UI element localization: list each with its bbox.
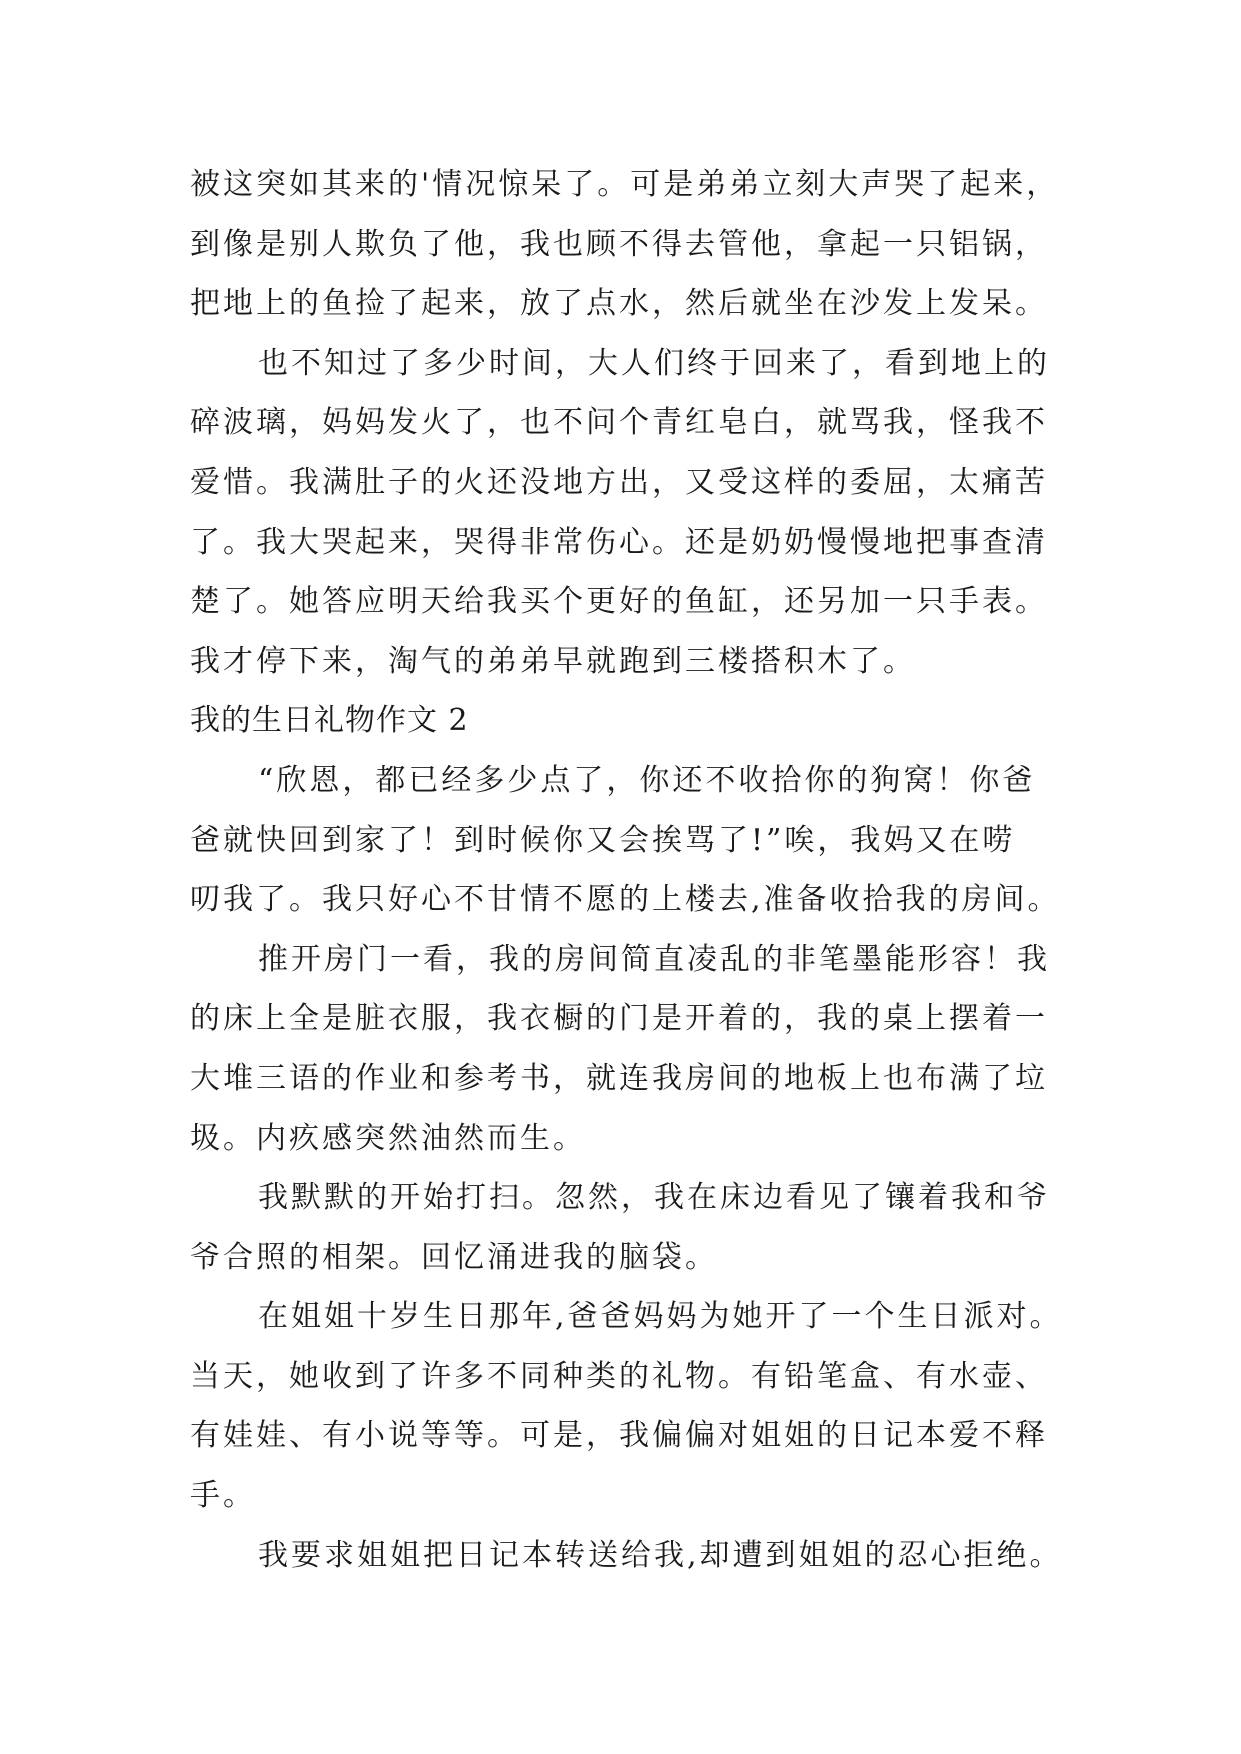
text-line: 爷合照的相架。回忆涌进我的脑袋。 <box>190 1239 718 1275</box>
text-line: 推开房门一看，我的房间简直凌乱的非笔墨能形容！我 <box>258 941 1050 977</box>
text-line: 在姐姐十岁生日那年,爸爸妈妈为她开了一个生日派对。 <box>258 1299 1063 1335</box>
text-line: 把地上的鱼捡了起来，放了点水，然后就坐在沙发上发呆。 <box>190 286 1048 322</box>
text-line: 我要求姐姐把日记本转送给我,却遭到姐姐的忍心拒绝。 <box>258 1537 1063 1573</box>
text-line: 我默默的开始打扫。忽然，我在床边看见了镶着我和爷 <box>258 1180 1050 1216</box>
text-line: 被这突如其来的'情况惊呆了。可是弟弟立刻大声哭了起来， <box>190 167 1060 202</box>
text-line: 有娃娃、有小说等等。可是，我偏偏对姐姐的日记本爱不释 <box>190 1418 1048 1454</box>
text-line: 手。 <box>190 1478 256 1514</box>
text-line: 叨我了。我只好心不甘情不愿的上楼去,准备收拾我的房间。 <box>190 882 1061 918</box>
text-line: 楚了。她答应明天给我买个更好的鱼缸，还另加一只手表。 <box>190 584 1048 620</box>
text-line: 的床上全是脏衣服，我衣橱的门是开着的，我的桌上摆着一 <box>190 1001 1048 1037</box>
text-line: 也不知过了多少时间，大人们终于回来了，看到地上的 <box>258 345 1050 381</box>
text-line: 爱惜。我满肚子的火还没地方出，又受这样的委屈，太痛苦 <box>190 464 1048 500</box>
text-line: “欣恩，都已经多少点了，你还不收拾你的狗窝！你爸 <box>258 762 1036 798</box>
text-line: 圾。内疚感突然油然而生。 <box>190 1120 586 1156</box>
text-line: 到像是别人欺负了他，我也顾不得去管他，拿起一只铝锅， <box>190 226 1048 262</box>
text-line: 爸就快回到家了！到时候你又会挨骂了!”唉，我妈又在唠 <box>190 822 1016 858</box>
text-line: 了。我大哭起来，哭得非常伤心。还是奶奶慢慢地把事查清 <box>190 524 1048 560</box>
text-line: 我才停下来，淘气的弟弟早就跑到三楼搭积木了。 <box>190 643 916 679</box>
document-body <box>190 155 1080 1585</box>
section-heading: 我的生日礼物作文 2 <box>190 703 469 739</box>
text-line: 大堆三语的作业和参考书，就连我房间的地板上也布满了垃 <box>190 1060 1048 1096</box>
text-line: 碎波璃，妈妈发火了，也不问个青红皂白，就骂我，怪我不 <box>190 405 1048 441</box>
text-line: 当天，她收到了许多不同种类的礼物。有铅笔盒、有水壶、 <box>190 1358 1048 1394</box>
